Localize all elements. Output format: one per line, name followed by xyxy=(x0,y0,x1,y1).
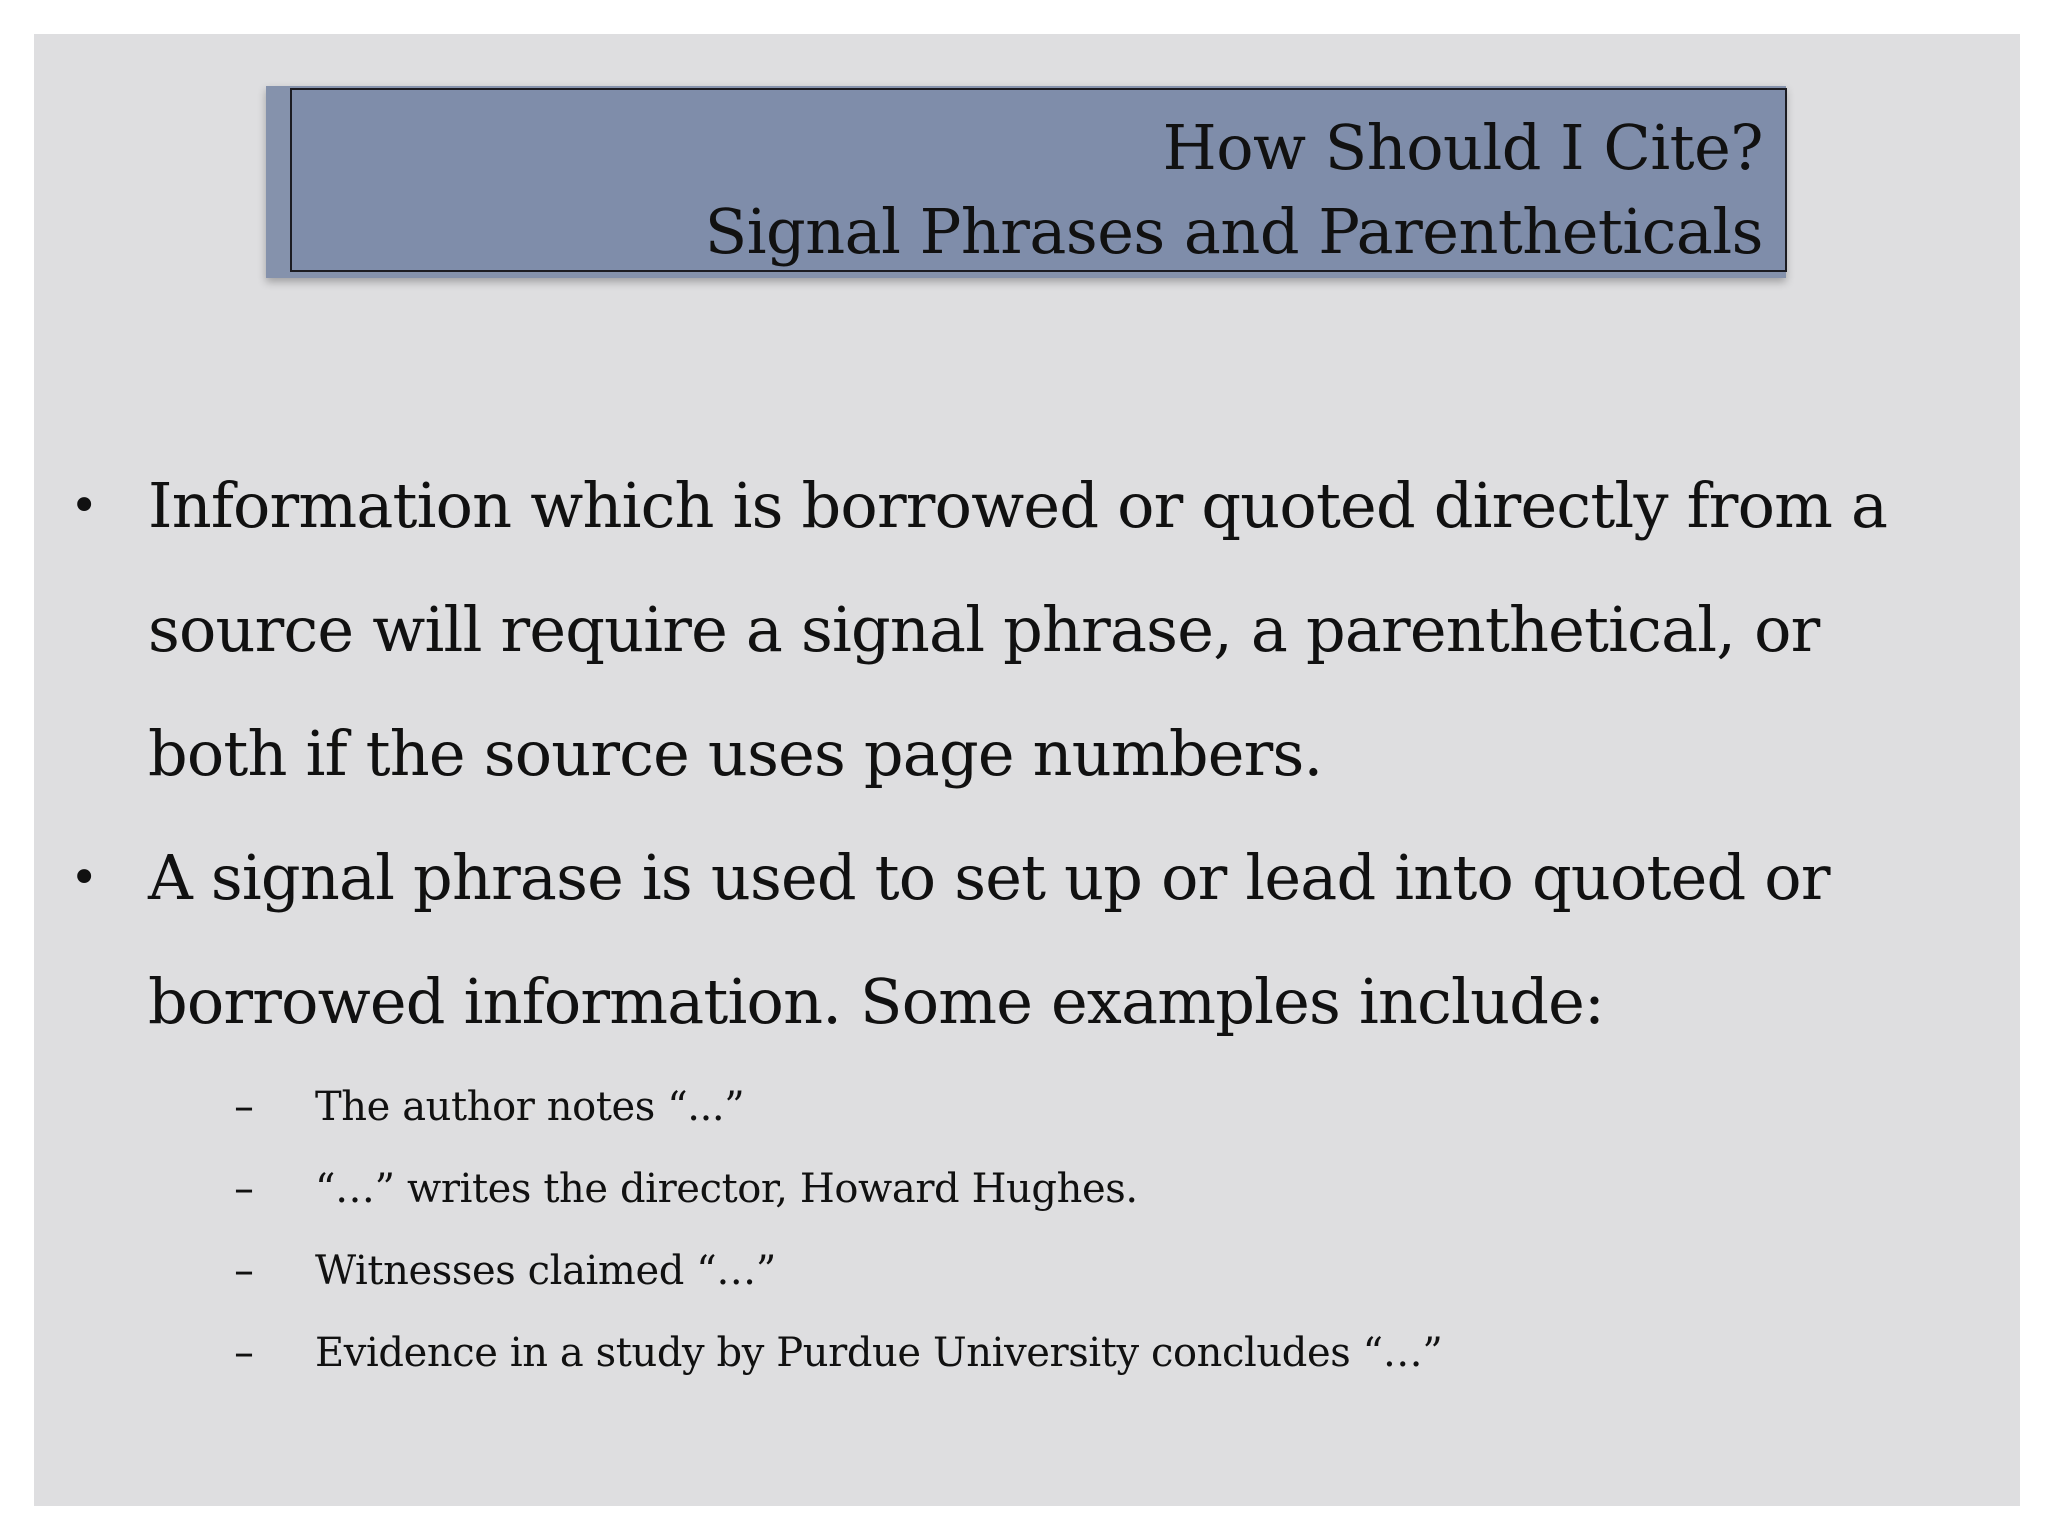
bullet-text: A signal phrase is used to set up or lead into quoted or borrowed information. Some examples include: xyxy=(148,841,1830,1038)
bullet-list xyxy=(34,444,2020,1394)
bullet-icon: • xyxy=(70,850,98,906)
bullet-text: Information which is borrowed or quoted directly from a source will require a signal phrase, a parenthetical, or both if the source uses page numbers. xyxy=(148,469,1888,790)
example-item xyxy=(34,1148,2020,1230)
example-text: Witnesses claimed “…” xyxy=(315,1248,776,1294)
dash-icon: – xyxy=(234,1084,254,1130)
dash-icon: – xyxy=(234,1248,254,1294)
slide-title-line-1: How Should I Cite? xyxy=(1162,111,1763,184)
example-item xyxy=(34,1312,2020,1394)
dash-icon: – xyxy=(234,1166,254,1212)
example-list xyxy=(34,1066,2020,1394)
slide xyxy=(34,34,2020,1506)
bullet-item xyxy=(34,444,2020,816)
example-text: The author notes “...” xyxy=(315,1084,745,1130)
title-box xyxy=(290,88,1787,272)
example-text: “…” writes the director, Howard Hughes. xyxy=(315,1166,1138,1212)
example-item xyxy=(34,1230,2020,1312)
example-item xyxy=(34,1066,2020,1148)
dash-icon: – xyxy=(234,1330,254,1376)
bullet-icon: • xyxy=(70,478,98,534)
bullet-item xyxy=(34,816,2020,1064)
slide-title-line-2: Signal Phrases and Parentheticals xyxy=(704,195,1763,268)
example-text: Evidence in a study by Purdue University concludes “…” xyxy=(315,1330,1443,1376)
